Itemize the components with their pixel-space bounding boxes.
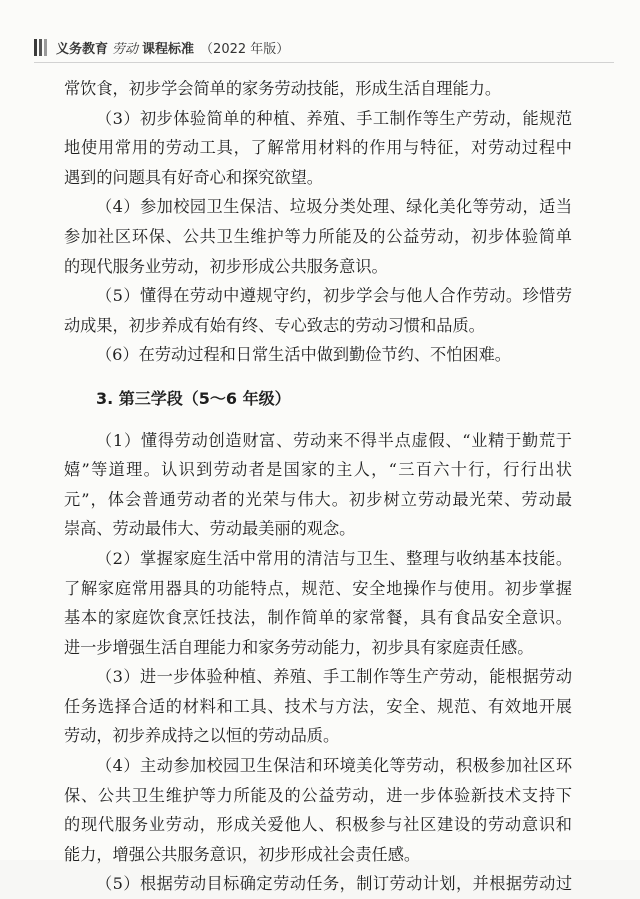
text-line: 任务选择合适的材料和工具、技术与方法，安全、规范、有效地开展 bbox=[64, 696, 572, 716]
text-line: （5）懂得在劳动中遵规守约，初步学会与他人合作劳动。珍惜劳 bbox=[96, 286, 572, 306]
text-line: （2）掌握家庭生活中常用的清洁与卫生、整理与收纳基本技能。 bbox=[96, 548, 572, 568]
header-bars-decoration bbox=[34, 39, 49, 56]
text-line: 进一步增强生活自理能力和家务劳动能力，初步具有家庭责任感。 bbox=[64, 637, 534, 657]
text-line: 的现代服务业劳动，初步形成公共服务意识。 bbox=[64, 256, 388, 276]
text-line: 劳动，初步养成持之以恒的劳动品质。 bbox=[64, 726, 340, 746]
text-line: 动成果，初步养成有始有终、专心致志的劳动习惯和品质。 bbox=[64, 315, 485, 335]
text-line: （3）进一步体验种植、养殖、手工制作等生产劳动，能根据劳动 bbox=[96, 667, 572, 687]
header-series-title: 义务教育 bbox=[56, 41, 109, 57]
text-line: （3）初步体验简单的种植、养殖、手工制作等生产劳动，能规范 bbox=[96, 108, 572, 128]
running-header bbox=[34, 37, 289, 57]
text-line: 崇高、劳动最伟大、劳动最美丽的观念。 bbox=[64, 519, 356, 539]
text-line: （5）根据劳动目标确定劳动任务，制订劳动计划，并根据劳动过 bbox=[96, 874, 572, 894]
text-line: 了解家庭常用器具的功能特点，规范、安全地操作与使用。初步掌握 bbox=[64, 578, 572, 598]
text-line: 的现代服务业劳动，形成关爱他人、积极参与社区建设的劳动意识和 bbox=[64, 815, 572, 835]
text-line: 遇到的问题具有好奇心和探究欲望。 bbox=[64, 167, 323, 187]
section-heading: 3. 第三学段（5～6 年级） bbox=[96, 388, 291, 408]
text-line: （4）主动参加校园卫生保洁和环境美化等劳动，积极参加社区环 bbox=[96, 756, 572, 776]
text-line: （6）在劳动过程和日常生活中做到勤俭节约、不怕困难。 bbox=[96, 345, 511, 365]
text-line: 能力，增强公共服务意识，初步形成社会责任感。 bbox=[64, 844, 421, 864]
text-line: 常饮食，初步学会简单的家务劳动技能，形成生活自理能力。 bbox=[64, 79, 502, 98]
text-line: 地使用常用的劳动工具，了解常用材料的作用与特征，对劳动过程中 bbox=[64, 138, 572, 158]
text-line: （4）参加校园卫生保洁、垃圾分类处理、绿化美化等劳动，适当 bbox=[96, 197, 572, 217]
text-line: 基本的家庭饮食烹饪技法，制作简单的家常餐，具有食品安全意识。 bbox=[64, 608, 572, 628]
text-line: （1）懂得劳动创造财富、劳动来不得半点虚假、“业精于勤荒于 bbox=[96, 430, 572, 450]
text-line: 参加社区环保、公共卫生维护等力所能及的公益劳动，初步体验简单 bbox=[64, 226, 572, 246]
header-edition: （2022 年版） bbox=[200, 41, 290, 57]
header-subject: 劳动 bbox=[112, 41, 139, 57]
text-line: 嬉”等道理。认识到劳动者是国家的主人，“三百六十行，行行出状 bbox=[64, 460, 572, 480]
text-line: 保、公共卫生维护等力所能及的公益劳动，进一步体验新技术支持下 bbox=[64, 785, 572, 805]
text-line: 元”，体会普通劳动者的光荣与伟大。初步树立劳动最光荣、劳动最 bbox=[64, 489, 572, 509]
document-body bbox=[64, 74, 572, 899]
header-divider bbox=[34, 62, 614, 63]
header-standard-title: 课程标准 bbox=[142, 41, 195, 57]
